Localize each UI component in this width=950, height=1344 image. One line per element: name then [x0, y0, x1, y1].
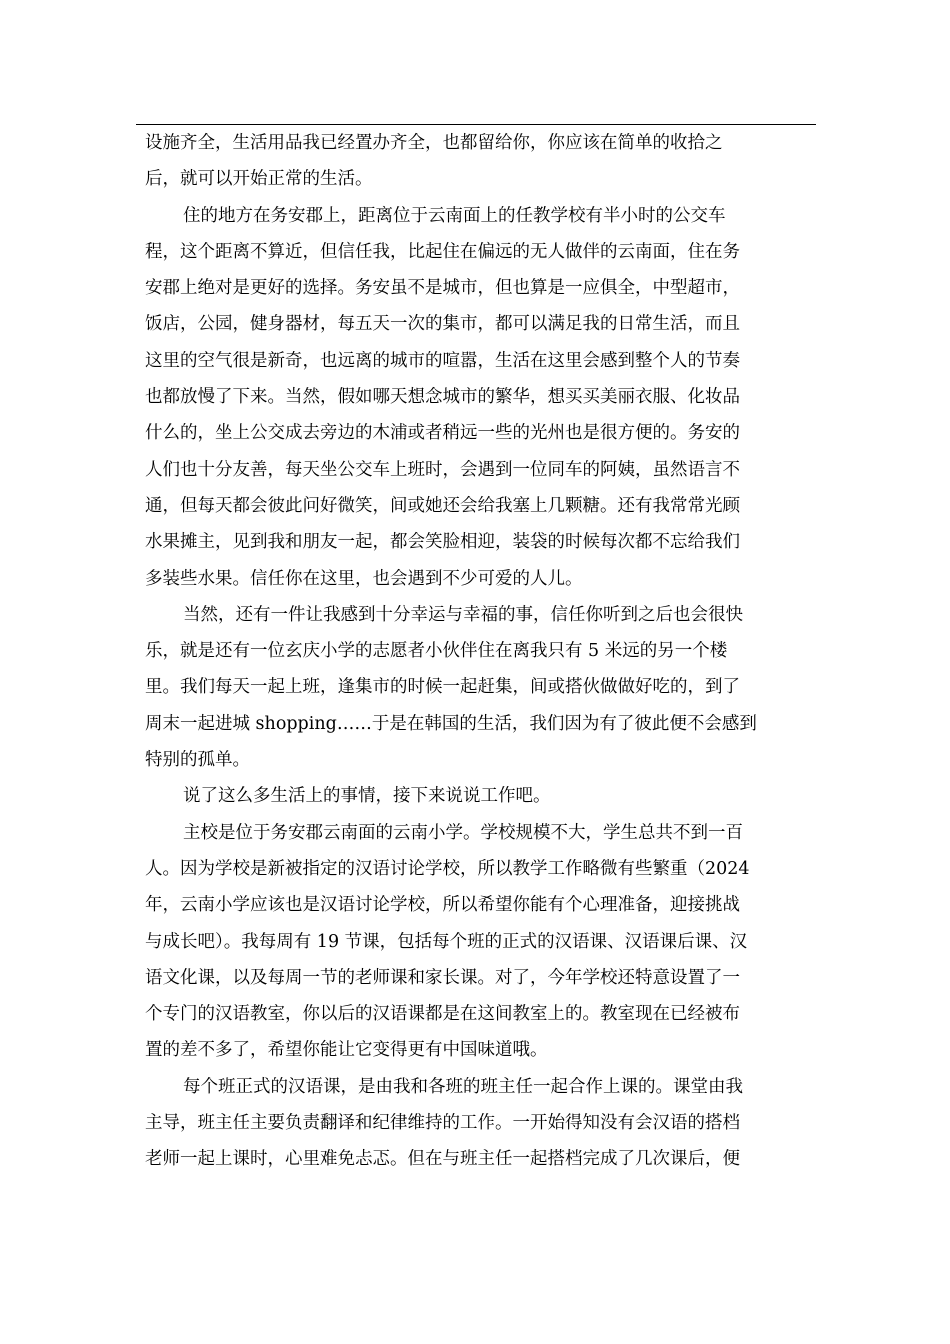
text-line: 个专门的汉语教室，你以后的汉语课都是在这间教室上的。教室现在已经被布 [145, 1004, 740, 1025]
text-line: 也都放慢了下来。当然，假如哪天想念城市的繁华，想买买美丽衣服、化妆品 [145, 387, 740, 408]
text-line: 语文化课，以及每周一节的老师课和家长课。对了，今年学校还特意设置了一 [145, 967, 740, 988]
text-line: 老师一起上课时，心里难免忐忑。但在与班主任一起搭档完成了几次课后，便 [145, 1149, 740, 1170]
text-line: 里。我们每天一起上班，逢集市的时候一起赶集，间或搭伙做做好吃的，到了 [145, 677, 740, 698]
text-line: 后，就可以开始正常的生活。 [145, 169, 373, 190]
text-line: 乐，就是还有一位玄庆小学的志愿者小伙伴住在离我只有 5 米远的另一个楼 [145, 641, 728, 662]
text-line: 程，这个距离不算近，但信任我，比起住在偏远的无人做伴的云南面，住在务 [145, 241, 740, 262]
text-line: 人。因为学校是新被指定的汉语讨论学校，所以教学工作略微有些繁重（2024 [145, 858, 750, 879]
text-line: 什么的，坐上公交成去旁边的木浦或者稍远一些的光州也是很方便的。务安的 [145, 423, 740, 444]
text-line: 通，但每天都会彼此问好微笑，间或她还会给我塞上几颗糖。还有我常常光顾 [145, 495, 740, 516]
text-line: 住的地方在务安郡上，距离位于云南面上的任教学校有半小时的公交车 [183, 205, 726, 226]
text-line: 置的差不多了，希望你能让它变得更有中国味道哦。 [145, 1040, 548, 1061]
text-line: 特别的孤单。 [145, 750, 250, 771]
text-line: 周末一起进城 shopping……于是在韩国的生活，我们因为有了彼此便不会感到 [145, 713, 757, 734]
text-line: 每个班正式的汉语课，是由我和各班的班主任一起合作上课的。课堂由我 [183, 1076, 743, 1097]
text-line: 安郡上绝对是更好的选择。务安虽不是城市，但也算是一应俱全，中型超市， [145, 278, 740, 299]
text-line: 这里的空气很是新奇，也远离的城市的喧嚣，生活在这里会感到整个人的节奏 [145, 350, 740, 371]
text-line: 当然，还有一件让我感到十分幸运与幸福的事，信任你听到之后也会很快 [183, 604, 743, 625]
text-line: 水果摊主，见到我和朋友一起，都会笑脸相迎，装袋的时候每次都不忘给我们 [145, 532, 740, 553]
document-body [145, 125, 805, 1178]
text-line: 说了这么多生活上的事情，接下来说说工作吧。 [183, 786, 551, 807]
text-line: 主导，班主任主要负责翻译和纪律维持的工作。一开始得知没有会汉语的搭档 [145, 1113, 740, 1134]
text-line: 饭店，公园，健身器材，每五天一次的集市，都可以满足我的日常生活，而且 [145, 314, 740, 335]
text-line: 主校是位于务安郡云南面的云南小学。学校规模不大，学生总共不到一百 [183, 822, 743, 843]
text-line: 与成长吧）。我每周有 19 节课，包括每个班的正式的汉语课、汉语课后课、汉 [145, 931, 748, 952]
text-line: 设施齐全，生活用品我已经置办齐全，也都留给你，你应该在简单的收拾之 [145, 133, 723, 153]
text-line: 人们也十分友善，每天坐公交车上班时，会遇到一位同车的阿姨，虽然语言不 [145, 459, 740, 480]
text-line: 多装些水果。信任你在这里，也会遇到不少可爱的人儿。 [145, 568, 583, 589]
text-line: 年，云南小学应该也是汉语讨论学校，所以希望你能有个心理准备，迎接挑战 [145, 895, 740, 916]
